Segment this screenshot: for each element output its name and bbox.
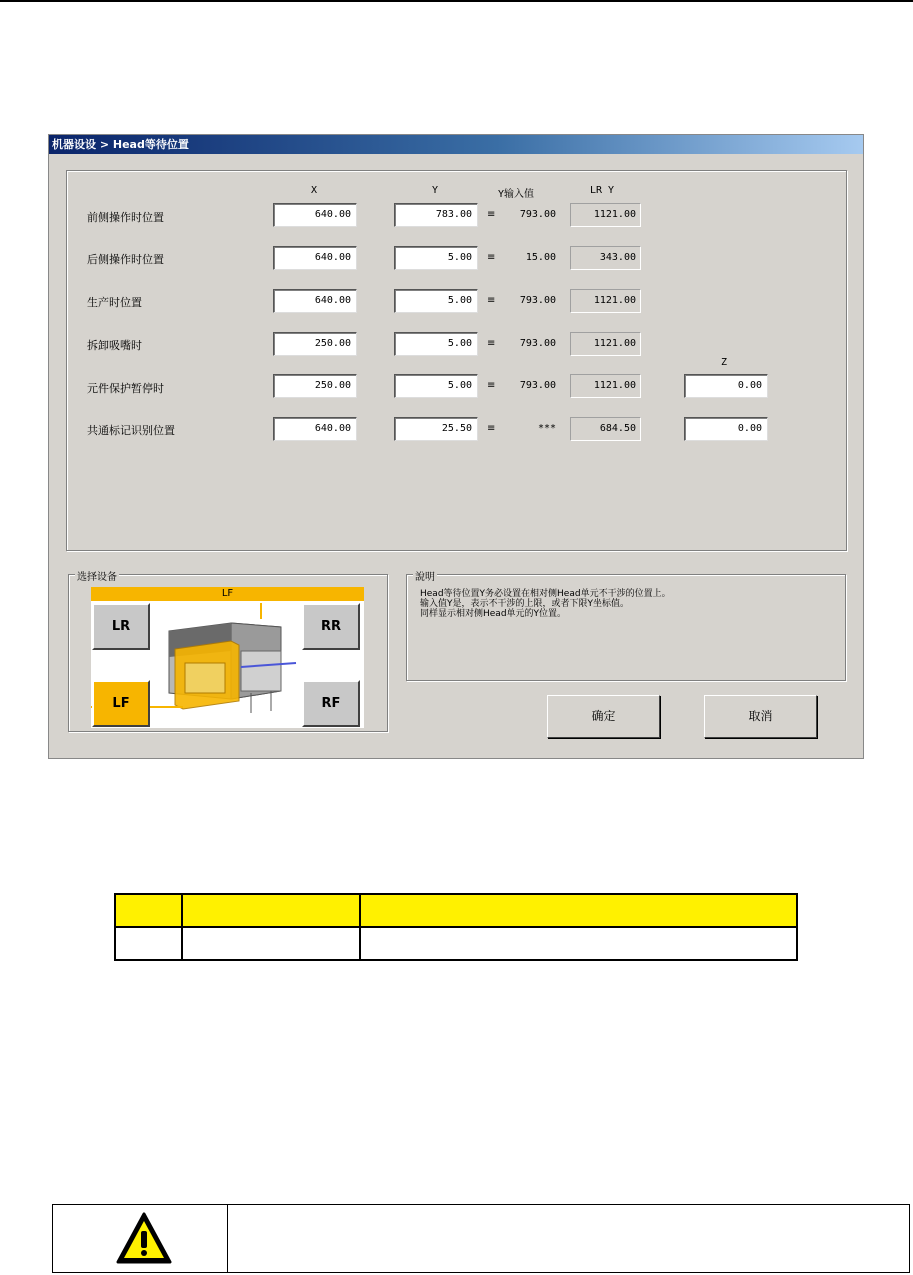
table-cell <box>115 894 182 927</box>
selected-device-bar: LF <box>91 587 364 601</box>
y-input-value-nozzle-removal: 793.00 <box>519 338 556 349</box>
row-label-component-protect-pause: 元件保护暂停时 <box>87 382 164 395</box>
column-header-z: Z <box>721 357 728 368</box>
x-field-front-operation[interactable]: 640.00 <box>273 203 357 227</box>
table-cell <box>115 927 182 960</box>
y-field-nozzle-removal[interactable]: 5.00 <box>394 332 478 356</box>
table-header-row <box>115 894 797 927</box>
z-field-component-protect-pause[interactable]: 0.00 <box>684 374 768 398</box>
equiv-icon: ≡ <box>487 295 496 306</box>
equiv-icon: ≡ <box>487 423 496 434</box>
x-field-nozzle-removal[interactable]: 250.00 <box>273 332 357 356</box>
y-field-common-mark-recognition[interactable]: 25.50 <box>394 417 478 441</box>
ok-button[interactable]: 确定 <box>547 695 660 738</box>
y-field-rear-operation[interactable]: 5.00 <box>394 246 478 270</box>
device-button-rr[interactable]: RR <box>302 603 360 650</box>
equiv-icon: ≡ <box>487 380 496 391</box>
description-group <box>406 574 846 681</box>
window-title: 机器设设 > Head等待位置 <box>49 135 863 154</box>
table-cell <box>360 927 797 960</box>
warning-divider <box>227 1205 228 1272</box>
table-row <box>115 927 797 960</box>
table-cell <box>360 894 797 927</box>
device-button-rf[interactable]: RF <box>302 680 360 727</box>
table-cell <box>182 894 360 927</box>
column-header-x: X <box>311 185 318 196</box>
row-label-common-mark-recognition: 共通标记识别位置 <box>87 424 175 437</box>
device-button-lf[interactable]: LF <box>92 680 150 727</box>
lr-y-common-mark-recognition: 684.50 <box>570 417 641 441</box>
y-field-front-operation[interactable]: 783.00 <box>394 203 478 227</box>
warning-icon <box>115 1211 173 1266</box>
page-top-rule <box>0 0 913 2</box>
column-header-y: Y <box>432 185 439 196</box>
equiv-icon: ≡ <box>487 252 496 263</box>
y-field-production[interactable]: 5.00 <box>394 289 478 313</box>
column-header-lr-y: LR Y <box>590 185 615 196</box>
column-header-y-input: Y输入值 <box>498 189 535 200</box>
device-button-lr[interactable]: LR <box>92 603 150 650</box>
y-input-value-common-mark-recognition: *** <box>537 423 556 434</box>
row-label-front-operation: 前侧操作时位置 <box>87 211 164 224</box>
z-field-common-mark-recognition[interactable]: 0.00 <box>684 417 768 441</box>
lr-y-rear-operation: 343.00 <box>570 246 641 270</box>
y-input-value-rear-operation: 15.00 <box>525 252 556 263</box>
lr-y-production: 1121.00 <box>570 289 641 313</box>
warning-box <box>52 1204 910 1273</box>
row-label-production: 生产时位置 <box>87 296 142 309</box>
description-text: Head等待位置Y务必设置在相对侧Head单元不干涉的位置上。 输入值Y是，表示不干涉的上限，或者下限Y坐标值。 同样显示相对侧Head单元的Y位置。 <box>420 589 671 619</box>
device-select-label: 选择设备 <box>75 568 119 583</box>
row-label-nozzle-removal: 拆卸吸嘴时 <box>87 339 142 352</box>
equiv-icon: ≡ <box>487 338 496 349</box>
lr-y-front-operation: 1121.00 <box>570 203 641 227</box>
y-input-value-production: 793.00 <box>519 295 556 306</box>
x-field-rear-operation[interactable]: 640.00 <box>273 246 357 270</box>
x-field-component-protect-pause[interactable]: 250.00 <box>273 374 357 398</box>
x-field-production[interactable]: 640.00 <box>273 289 357 313</box>
y-input-value-component-protect-pause: 793.00 <box>519 380 556 391</box>
x-field-common-mark-recognition[interactable]: 640.00 <box>273 417 357 441</box>
head-wait-position-dialog <box>48 134 864 759</box>
lr-y-nozzle-removal: 1121.00 <box>570 332 641 356</box>
equiv-icon: ≡ <box>487 209 496 220</box>
y-input-value-front-operation: 793.00 <box>519 209 556 220</box>
y-field-component-protect-pause[interactable]: 5.00 <box>394 374 478 398</box>
info-table <box>114 893 798 961</box>
lr-y-component-protect-pause: 1121.00 <box>570 374 641 398</box>
device-select-group <box>68 574 388 732</box>
row-label-rear-operation: 后侧操作时位置 <box>87 253 164 266</box>
table-cell <box>182 927 360 960</box>
description-label: 說明 <box>413 568 437 583</box>
cancel-button[interactable]: 取消 <box>704 695 817 738</box>
position-settings-panel <box>66 170 847 551</box>
